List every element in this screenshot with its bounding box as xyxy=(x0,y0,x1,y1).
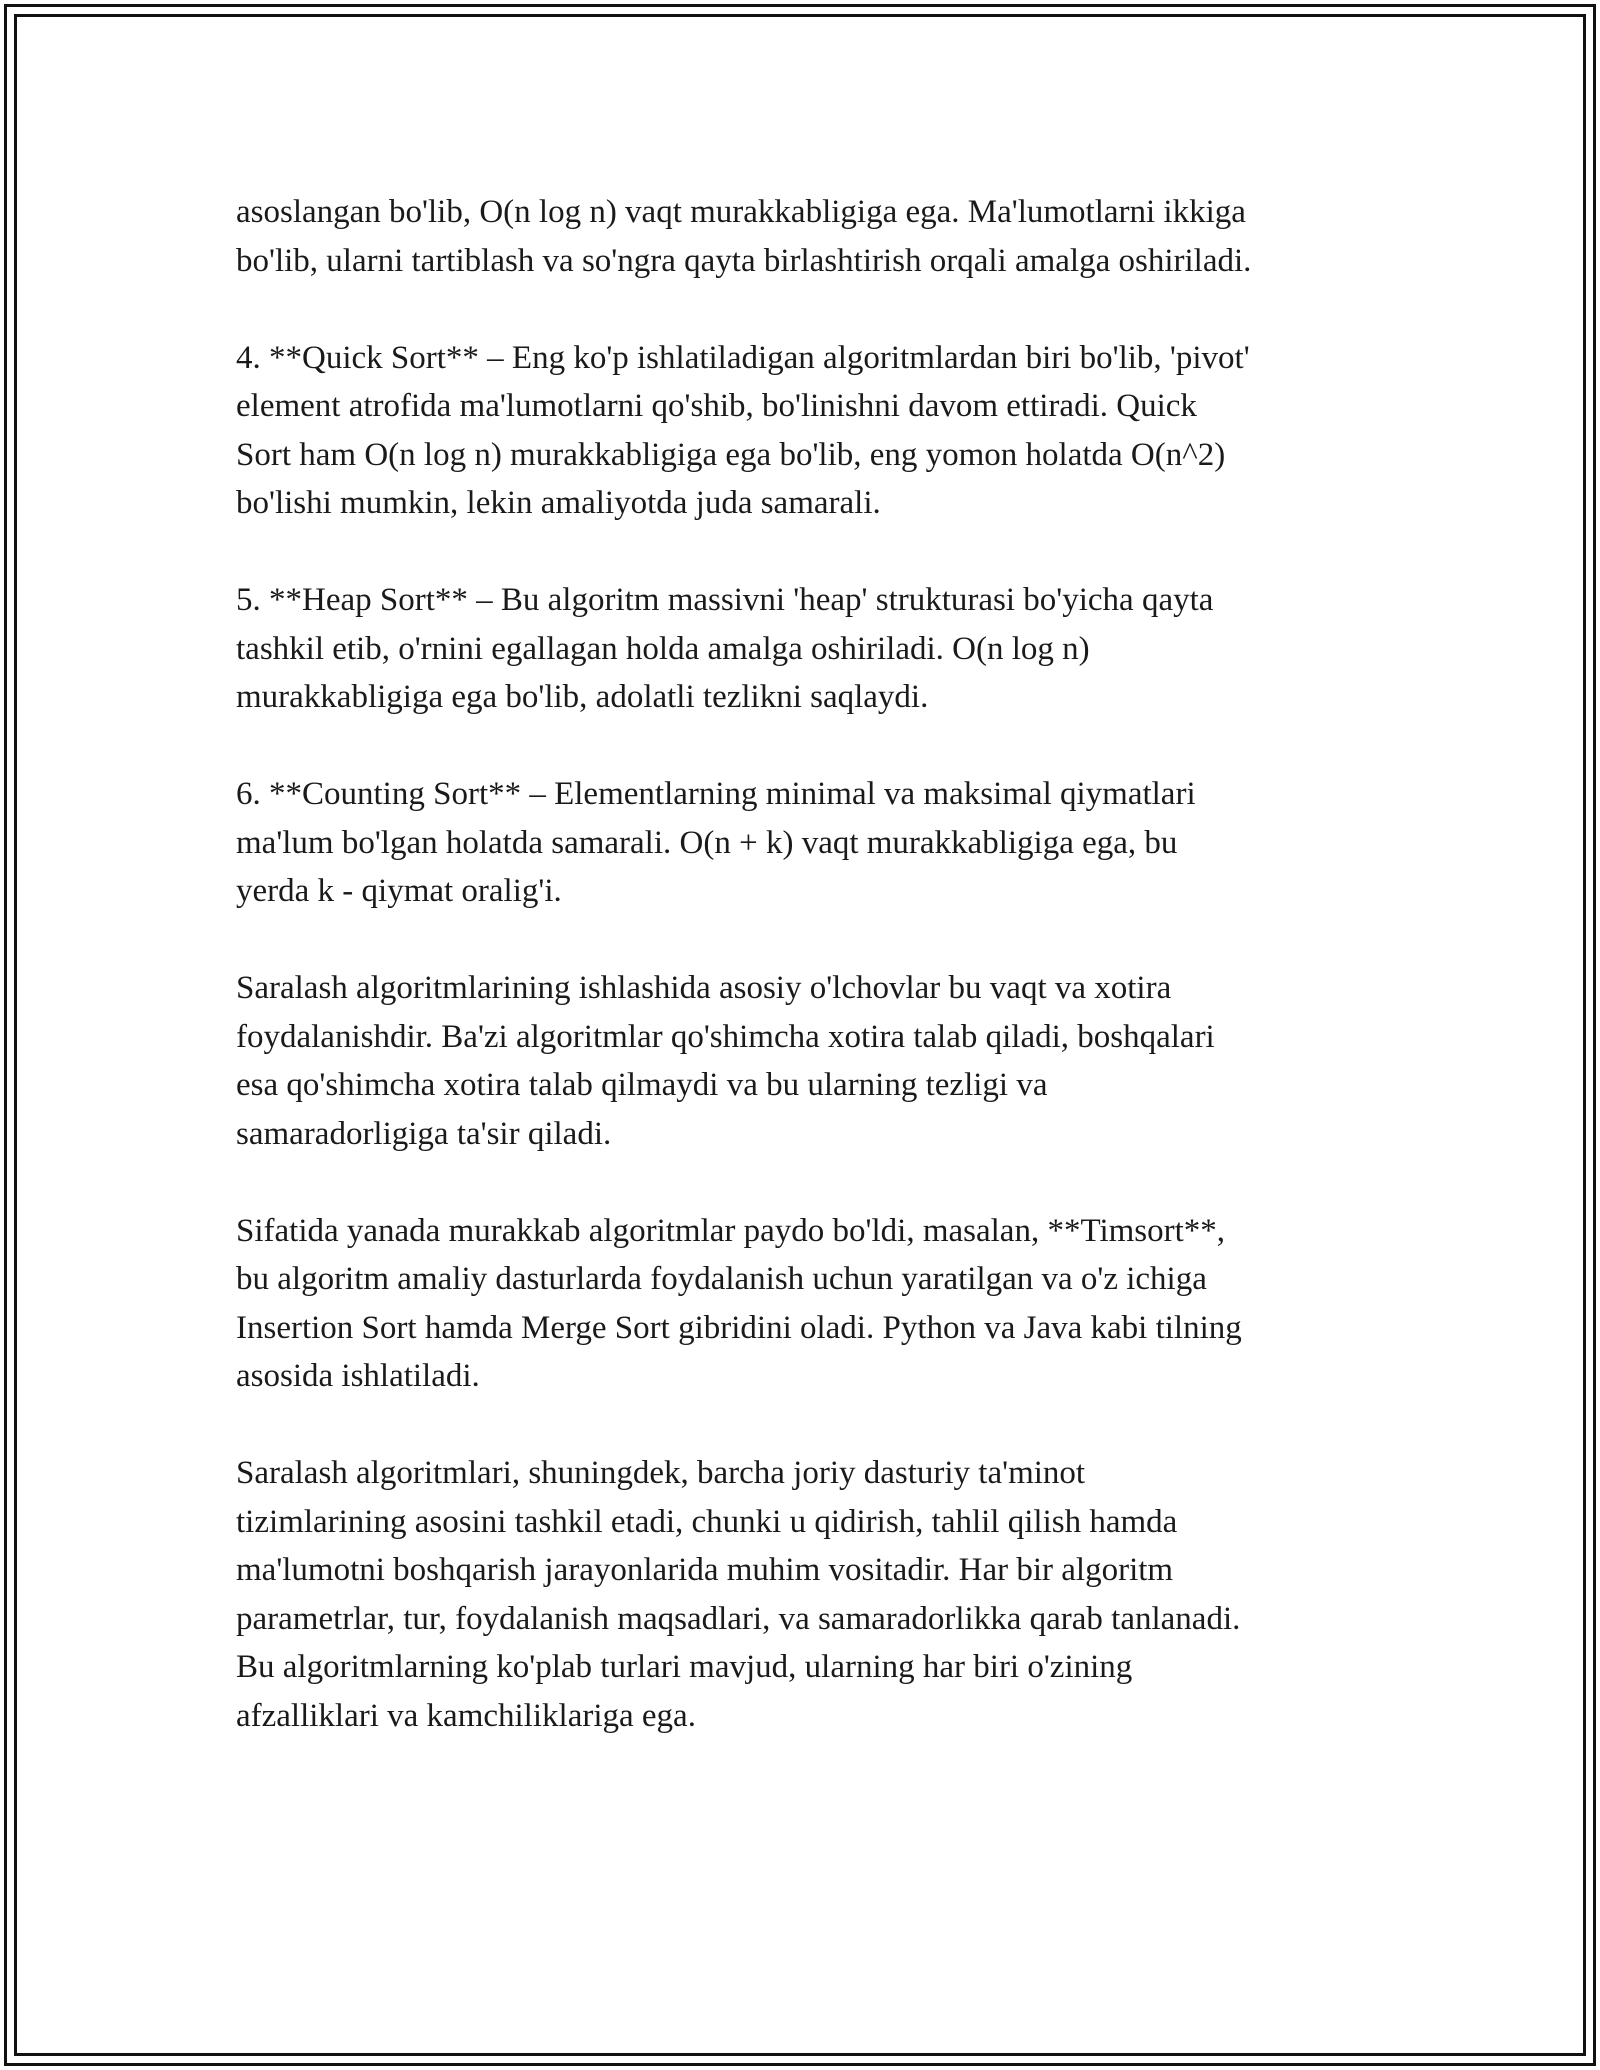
paragraph-heap-sort: 5. **Heap Sort** – Bu algoritm massivni 'heap' strukturasi bo'yicha qayta tashkil etib, o'rnini egallagan holda amalga oshiriladi. O(n log n) murakkabligiga ega bo'lib, adolatli tezlikni saqlaydi. xyxy=(236,582,1214,715)
paragraph-conclusion: Saralash algoritmlari, shuningdek, barcha joriy dasturiy ta'minot tizimlarining asosini tashkil etadi, chunki u qidirish, tahlil qilish hamda ma'lumotni boshqarish jarayonlarida muhim vositadir. Har bir algoritm parametrlar, tur, foydalanish maqsadlari, va samaradorlikka qarab tanlanadi. Bu algoritmlarning ko'plab turlari mavjud, ularning har biri o'zining afzalliklari va kamchiliklariga ega. xyxy=(236,1455,1241,1734)
paragraph-merge-sort-continuation: asoslangan bo'lib, O(n log n) vaqt murakkabligiga ega. Ma'lumotlarni ikkiga bo'lib, ularni tartiblash va so'ngra qayta birlashtirish orqali amalga oshiriladi. xyxy=(236,194,1252,279)
paragraph-quick-sort: 4. **Quick Sort** – Eng ko'p ishlatiladigan algoritmlardan biri bo'lib, 'pivot' element atrofida ma'lumotlarni qo'shib, bo'linishni davom ettiradi. Quick Sort ham O(n log n) murakkabligiga ega bo'lib, eng yomon holatda O(n^2) bo'lishi mumkin, lekin amaliyotda juda samarali. xyxy=(236,339,1250,521)
document-body xyxy=(236,188,1386,1789)
paragraph-timsort: Sifatida yanada murakkab algoritmlar paydo bo'ldi, masalan, **Timsort**, bu algoritm amaliy dasturlarda foydalanish uchun yaratilgan va o'z ichiga Insertion Sort hamda Merge Sort gibridini oladi. Python va Java kabi tilning asosida ishlatiladi. xyxy=(236,1212,1242,1394)
paragraph-performance-metrics: Saralash algoritmlarining ishlashida asosiy o'lchovlar bu vaqt va xotira foydalanishdir. Ba'zi algoritmlar qo'shimcha xotira talab qiladi, boshqalari esa qo'shimcha xotira talab qilmaydi va bu ularning tezligi va samaradorligiga ta'sir qiladi. xyxy=(236,970,1215,1152)
paragraph-counting-sort: 6. **Counting Sort** – Elementlarning minimal va maksimal qiymatlari ma'lum bo'lgan holatda samarali. O(n + k) vaqt murakkabligiga ega, bu yerda k - qiymat oralig'i. xyxy=(236,776,1196,909)
